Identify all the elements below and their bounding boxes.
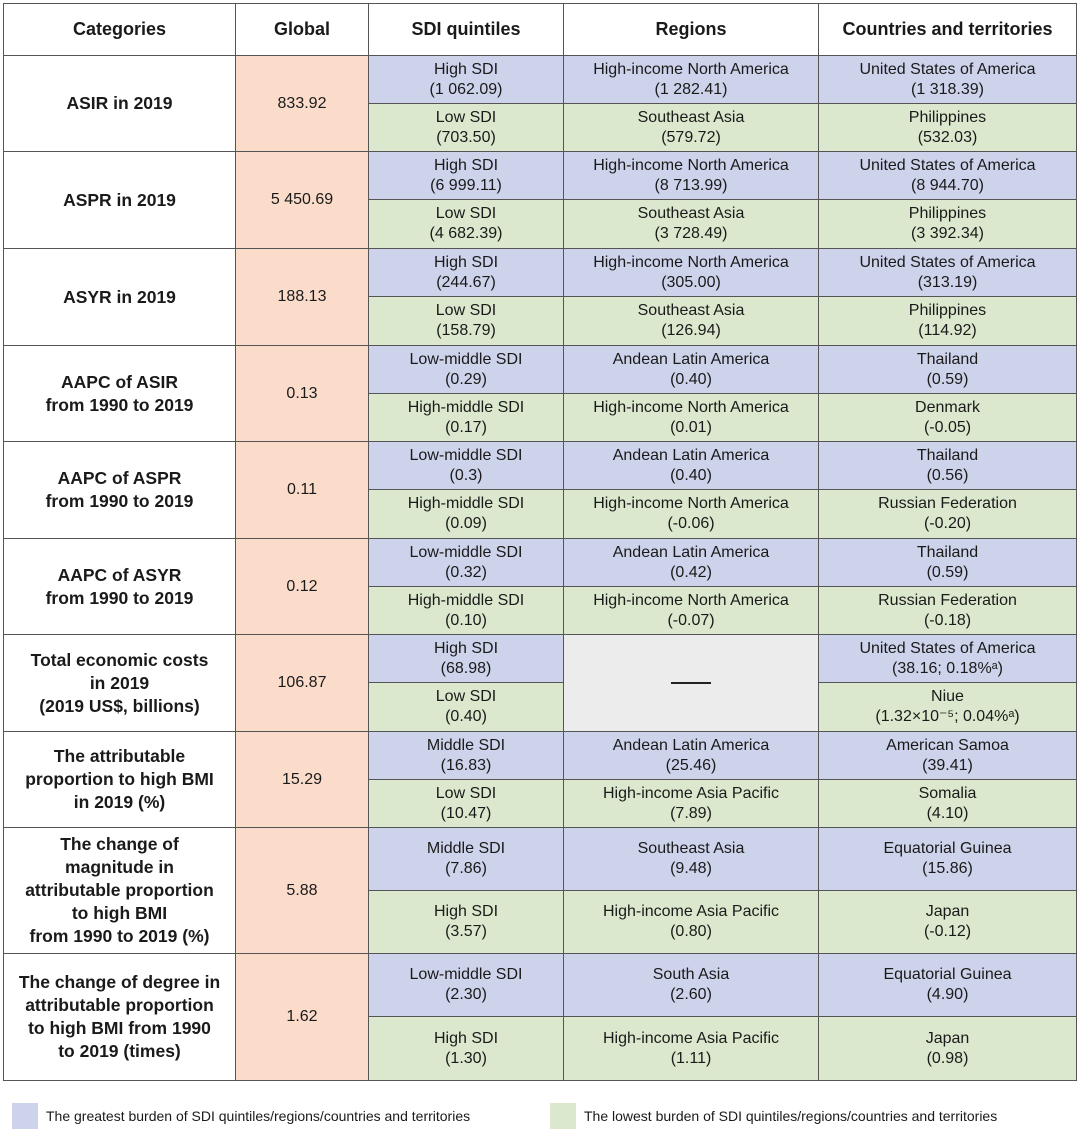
sdi-greatest-line: Low-middle SDI [409,543,523,561]
region-greatest [564,828,819,891]
country-greatest-line: (8 944.70) [911,176,984,194]
country-lowest-line: (-0.18) [923,611,972,629]
sdi-lowest-line: (10.47) [440,804,492,822]
sdi-greatest [369,828,564,891]
region-lowest-line: (3 728.49) [654,225,728,242]
sdi-lowest-line: Low SDI [435,688,497,705]
region-lowest [564,1017,819,1081]
category-cell-line: proportion to high BMI [25,769,214,789]
country-greatest-line: (0.59) [926,370,969,388]
region-lowest-line: (579.72) [661,128,721,146]
region-lowest [564,104,819,152]
table-row [4,56,1077,104]
region-greatest [564,152,819,200]
region-lowest [564,394,819,442]
category-cell-line: attributable proportion [25,995,214,1015]
category-cell-line: The change of [60,834,179,854]
region-greatest [564,346,819,394]
category-cell [4,954,236,1081]
sdi-greatest-line: Middle SDI [426,736,506,754]
region-greatest-line: (9.48) [670,860,712,877]
sdi-greatest-line: Low-middle SDI [409,966,523,983]
sdi-greatest [369,56,564,104]
region-greatest-line: Andean Latin America [612,736,770,754]
region-lowest [564,297,819,346]
sdi-greatest-line: Middle SDI [426,840,506,857]
global-value: 5.88 [236,828,369,954]
region-lowest-line: High-income Asia Pacific [602,784,780,802]
sdi-greatest-line: Low-middle SDI [409,446,523,464]
region-greatest-line: (0.40) [670,466,712,484]
sdi-greatest-line: (16.83) [440,756,492,774]
header-global: Global [236,4,369,56]
header-regions: Regions [564,4,819,56]
region-greatest [564,539,819,587]
country-lowest [819,780,1077,828]
sdi-greatest-line: (6 999.11) [430,176,502,194]
sdi-lowest-line: (4 682.39) [429,225,503,242]
sdi-lowest-line: (0.10) [445,611,487,629]
category-cell [4,346,236,442]
region-lowest-line: (0.01) [670,418,712,436]
country-greatest-line: (0.56) [926,466,969,484]
region-greatest-line: South Asia [652,966,730,983]
country-lowest-line: (-0.05) [923,418,972,436]
category-cell-line: The attributable [53,746,186,766]
region-greatest [564,732,819,780]
country-greatest-line: (1 318.39) [911,80,984,98]
country-lowest-line: Philippines [908,205,987,222]
country-lowest-line: (-0.12) [923,923,972,940]
country-lowest [819,891,1077,954]
country-lowest [819,394,1077,442]
sdi-lowest [369,780,564,828]
country-lowest [819,683,1077,732]
region-greatest [564,442,819,490]
category-cell-line: ASIR in 2019 [66,93,173,113]
sdi-lowest-line: High SDI [433,1029,499,1047]
sdi-greatest-line: (0.3) [449,466,483,484]
sdi-lowest-line: (0.09) [445,515,487,532]
country-lowest-line: (1.32×10⁻⁵; 0.04%ᵃ) [875,708,1020,725]
table-row [4,635,1077,683]
global-value: 106.87 [236,635,369,732]
legend-label-lowest: The lowest burden of SDI quintiles/regions/countries and territories [584,1108,998,1124]
country-lowest [819,587,1077,635]
country-lowest [819,1017,1077,1081]
global-value: 15.29 [236,732,369,828]
category-cell-line: magnitude in [65,857,174,877]
country-lowest-line: Denmark [915,398,980,416]
category-cell-line: AAPC of ASPR [57,468,182,488]
country-greatest-line: United States of America [859,639,1036,657]
region-lowest-line: High-income Asia Pacific [602,1029,780,1047]
sdi-lowest-line: Low SDI [435,205,497,222]
sdi-greatest-line: High SDI [433,60,499,78]
sdi-lowest [369,1017,564,1081]
sdi-greatest-line: High SDI [433,156,499,174]
country-lowest-line: (-0.20) [923,515,972,532]
region-greatest-line: Andean Latin America [612,543,770,561]
legend-swatch-greatest [12,1103,38,1129]
table-row [4,732,1077,780]
country-lowest-line: Japan [925,903,970,920]
region-greatest-line: High-income North America [593,60,789,78]
region-greatest-line: (1 282.41) [654,80,728,98]
category-cell-line: from 1990 to 2019 [45,491,194,511]
region-lowest-line: (-0.07) [667,611,715,629]
country-greatest-line: Thailand [916,543,979,561]
country-greatest-line: Equatorial Guinea [883,840,1012,857]
region-lowest-line: High-income North America [593,495,789,512]
country-lowest-line: Philippines [908,108,987,126]
country-greatest-line: United States of America [859,156,1036,174]
country-greatest-line: (15.86) [922,860,973,877]
sdi-lowest-line: High-middle SDI [407,495,525,512]
category-cell-line: The change of degree in [18,972,221,992]
sdi-lowest-line: (0.40) [445,708,487,725]
legend-item-greatest [12,1103,470,1129]
region-lowest-line: Southeast Asia [637,205,745,222]
region-greatest-line: High-income North America [593,253,789,271]
sdi-lowest-line: (158.79) [436,322,496,339]
category-cell [4,442,236,539]
sdi-greatest-line: High SDI [433,639,499,657]
country-lowest-line: Japan [925,1029,970,1047]
category-cell [4,635,236,732]
region-lowest [564,891,819,954]
sdi-greatest-line: Low-middle SDI [409,350,523,368]
country-lowest-line: (532.03) [917,128,978,146]
category-cell [4,732,236,828]
region-lowest [564,587,819,635]
category-cell-line: AAPC of ASYR [57,564,182,585]
header-sdi-quintiles: SDI quintiles [369,4,564,56]
summary-table [3,3,1077,1081]
country-greatest [819,56,1077,104]
sdi-lowest-line: High-middle SDI [407,591,525,609]
region-greatest [564,56,819,104]
country-greatest [819,954,1077,1017]
sdi-lowest-line: High SDI [433,903,499,920]
header-countries: Countries and territories [819,4,1077,56]
country-greatest-line: American Samoa [886,736,1009,754]
sdi-lowest-line: Low SDI [435,784,497,802]
country-greatest [819,152,1077,200]
country-greatest-line: Equatorial Guinea [883,966,1012,983]
region-lowest-line: High-income Asia Pacific [602,903,780,920]
country-lowest [819,104,1077,152]
legend-swatch-lowest [550,1103,576,1129]
category-cell-line: in 2019 (%) [73,792,166,812]
sdi-lowest-line: (703.50) [436,128,496,146]
global-value: 0.11 [236,442,369,539]
region-greatest [564,954,819,1017]
sdi-greatest-line: (68.98) [440,659,492,677]
sdi-lowest [369,394,564,442]
region-lowest [564,780,819,828]
sdi-lowest-line: High-middle SDI [407,398,525,416]
region-lowest-line: Southeast Asia [637,302,745,319]
region-lowest [564,200,819,249]
sdi-greatest-line: (1 062.09) [429,80,503,98]
category-cell-line: from 1990 to 2019 [45,587,194,608]
legend [12,1103,1072,1129]
country-greatest-line: (4.90) [926,986,969,1003]
country-lowest [819,490,1077,539]
category-cell-line: to high BMI [71,903,168,923]
global-value: 0.12 [236,539,369,635]
region-lowest-line: (-0.06) [667,515,715,532]
category-cell [4,152,236,249]
category-cell-line: AAPC of ASIR [61,371,178,392]
country-lowest-line: Russian Federation [878,495,1017,512]
region-greatest-line: Andean Latin America [612,350,770,368]
region-lowest [564,490,819,539]
sdi-lowest [369,683,564,732]
category-cell [4,56,236,152]
global-value: 0.13 [236,346,369,442]
global-value: 1.62 [236,954,369,1081]
table-row [4,954,1077,1017]
category-cell-line: to high BMI from 1990 [28,1018,211,1038]
country-lowest-line: Philippines [908,302,987,319]
region-greatest-line: (8 713.99) [654,176,728,194]
region-greatest [564,249,819,297]
sdi-lowest [369,490,564,539]
sdi-lowest [369,200,564,249]
region-lowest-line: Southeast Asia [637,108,745,126]
table-row [4,346,1077,394]
country-greatest [819,732,1077,780]
table-row [4,249,1077,297]
region-greatest-line: (2.60) [670,986,712,1003]
category-cell-line: to 2019 (times) [58,1041,181,1061]
category-cell-line: attributable proportion [25,880,214,900]
global-value: 188.13 [236,249,369,346]
region-lowest-line: High-income North America [593,398,789,416]
category-cell-line: (2019 US$, billions) [39,695,200,716]
country-greatest [819,635,1077,683]
sdi-greatest [369,635,564,683]
category-cell [4,828,236,954]
region-lowest-line: (7.89) [670,804,712,822]
country-greatest-line: Thailand [916,446,979,464]
table-row [4,152,1077,200]
region-lowest-line: High-income North America [593,591,789,609]
sdi-greatest [369,954,564,1017]
dash-mark [671,682,711,684]
category-cell-line: Total economic costs [30,649,209,670]
sdi-lowest [369,587,564,635]
region-lowest-line: (0.80) [670,923,712,940]
sdi-greatest-line: (244.67) [436,273,496,291]
sdi-greatest [369,539,564,587]
sdi-lowest-line: (1.30) [445,1049,487,1067]
sdi-greatest [369,442,564,490]
sdi-greatest [369,346,564,394]
region-greatest-line: (0.40) [670,370,712,388]
header-row [4,4,1077,56]
table-row [4,828,1077,891]
country-lowest-line: (0.98) [926,1049,969,1067]
category-cell-line: from 1990 to 2019 [45,394,194,415]
header-categories: Categories [4,4,236,56]
sdi-lowest [369,104,564,152]
region-greatest-line: (305.00) [661,273,721,291]
legend-label-greatest: The greatest burden of SDI quintiles/regions/countries and territories [46,1108,471,1124]
sdi-lowest-line: (3.57) [445,923,487,940]
country-greatest-line: United States of America [859,60,1036,78]
sdi-lowest-line: Low SDI [435,108,497,126]
country-greatest [819,442,1077,490]
category-cell [4,249,236,346]
sdi-greatest-line: (2.30) [445,986,487,1003]
global-value: 833.92 [236,56,369,152]
country-lowest-line: (3 392.34) [911,225,984,242]
country-greatest [819,828,1077,891]
sdi-greatest-line: (0.29) [445,370,487,388]
sdi-lowest [369,891,564,954]
country-greatest-line: (313.19) [917,273,978,291]
table-row [4,539,1077,587]
region-greatest-line: Southeast Asia [637,840,745,857]
sdi-greatest [369,249,564,297]
region-lowest-line: (126.94) [661,322,721,339]
sdi-greatest-line: (7.86) [445,860,487,877]
sdi-greatest-line: (0.32) [445,563,487,581]
country-lowest-line: Niue [931,688,964,705]
region-not-applicable [564,635,819,732]
category-cell-line: from 1990 to 2019 (%) [29,926,210,946]
country-greatest-line: United States of America [859,253,1036,271]
country-greatest-line: Thailand [916,350,979,368]
region-greatest-line: (0.42) [670,563,712,581]
global-value: 5 450.69 [236,152,369,249]
table-row [4,442,1077,490]
country-lowest-line: (114.92) [918,322,977,339]
country-greatest-line: (0.59) [926,563,969,581]
sdi-greatest [369,732,564,780]
country-lowest-line: Somalia [918,784,977,802]
sdi-greatest-line: High SDI [433,253,499,271]
country-lowest-line: Russian Federation [878,591,1017,609]
region-greatest-line: (25.46) [665,756,717,774]
country-greatest [819,249,1077,297]
legend-item-lowest [550,1103,997,1129]
country-lowest-line: (4.10) [926,804,969,822]
country-lowest [819,200,1077,249]
country-greatest-line: (39.41) [922,756,973,774]
sdi-lowest-line: (0.17) [445,418,487,436]
country-greatest [819,346,1077,394]
sdi-lowest-line: Low SDI [435,302,497,319]
country-greatest-line: (38.16; 0.18%ᵃ) [892,659,1003,677]
category-cell-line: in 2019 [89,672,150,693]
category-cell-line: ASYR in 2019 [63,286,176,307]
category-cell [4,539,236,635]
category-cell-line: ASPR in 2019 [63,189,176,210]
sdi-greatest [369,152,564,200]
region-lowest-line: (1.11) [670,1049,712,1067]
sdi-lowest [369,297,564,346]
table-body [4,56,1077,1081]
country-greatest [819,539,1077,587]
country-lowest [819,297,1077,346]
region-greatest-line: Andean Latin America [612,446,770,464]
region-greatest-line: High-income North America [593,156,789,174]
